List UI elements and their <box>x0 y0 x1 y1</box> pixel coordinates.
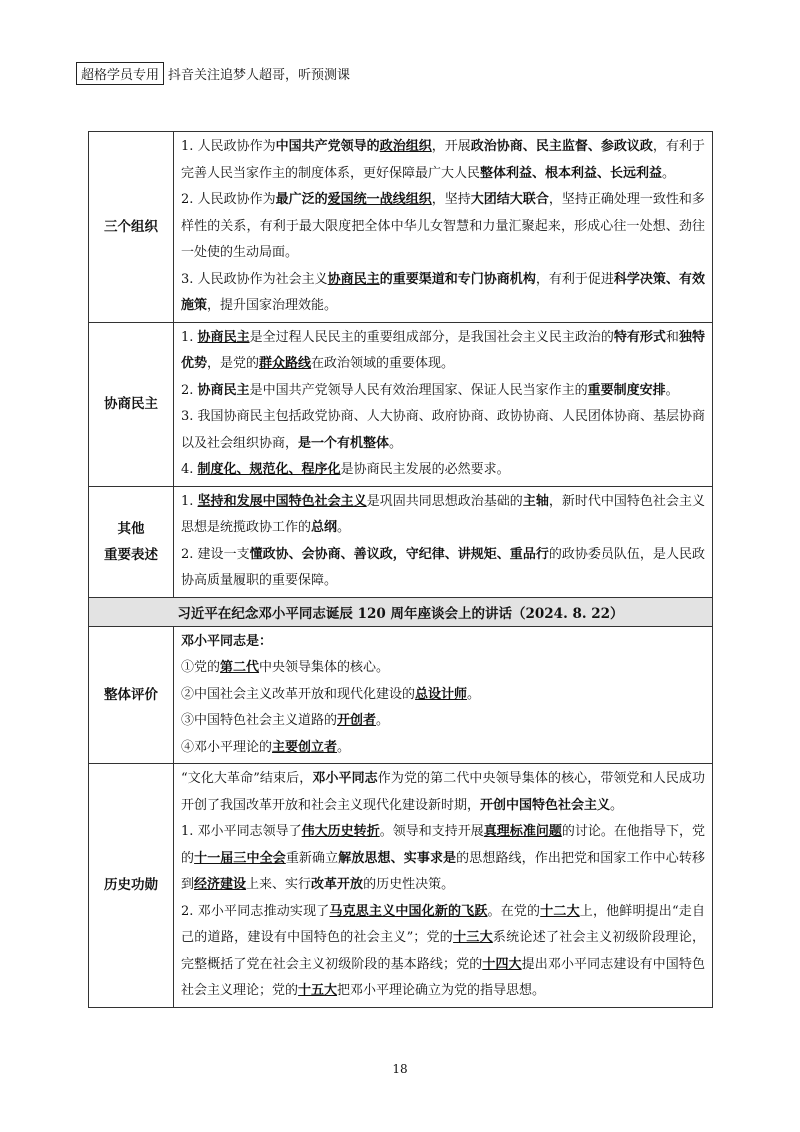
row-label: 其他 重要表述 <box>89 486 174 597</box>
text-segment: 是中国共产党领导人民有效治理国家、保证人民当家作主的 <box>249 382 588 398</box>
emphasis-text: 十一届三中全会 <box>194 850 286 866</box>
paragraph <box>181 899 705 1005</box>
text-segment: 。领导和支持开展 <box>379 824 484 839</box>
text-segment: 中央领导集体的核心。 <box>259 660 390 675</box>
text-segment: ，坚持 <box>431 192 471 207</box>
page-header <box>76 62 350 85</box>
paragraph <box>181 378 705 405</box>
text-segment: 。 <box>610 797 624 813</box>
text-segment: 。在党的 <box>487 903 541 919</box>
row-content <box>174 764 713 1008</box>
text-segment: 上来、实行 <box>246 877 312 892</box>
text-segment: 2. 建设一支 <box>181 546 250 562</box>
emphasis-text: 十四大 <box>482 956 522 972</box>
text-segment: 的政协委员队伍，是人民政协高质量履职的重要保障。 <box>181 546 705 588</box>
row-content <box>174 486 713 597</box>
text-segment: 系统论述了社会主义初级阶段理论，完整概括了党在社会主义初级阶段的基本路线；党的 <box>181 930 705 972</box>
row-content <box>174 322 713 486</box>
emphasis-text: 改革开放 <box>311 877 364 892</box>
emphasis-text: 最广泛的 <box>275 192 328 207</box>
emphasis-text: 制度化、规范化、程序化 <box>197 462 341 477</box>
paragraph <box>181 489 705 542</box>
text-segment: ，开展 <box>431 139 471 154</box>
row-label: 整体评价 <box>89 626 174 764</box>
emphasis-text: 第二代 <box>220 660 260 675</box>
text-segment: 1. 人民政协作为 <box>181 139 276 154</box>
paragraph <box>181 187 705 267</box>
emphasis-text: 邓小平同志 <box>312 771 378 786</box>
text-segment: 把邓小平理论确立为党的指导思想。 <box>337 983 546 998</box>
emphasis-text: 群众路线 <box>259 356 312 371</box>
paragraph <box>181 819 705 899</box>
paragraph <box>181 134 705 187</box>
text-segment: 提出邓小平同志建设有中国特色社会主义理论；党的 <box>181 956 705 998</box>
text-segment: 1. <box>181 329 198 345</box>
text-segment: 1. <box>181 493 198 509</box>
emphasis-text: 是一个有机整体 <box>298 435 390 451</box>
text-segment: 。 <box>662 165 676 181</box>
text-segment: 。 <box>665 382 679 398</box>
text-segment: 3. 人民政协作为社会主义 <box>181 271 328 287</box>
text-segment: 。 <box>337 520 351 535</box>
text-segment: ④邓小平理论的 <box>181 739 273 755</box>
text-segment: 2. 邓小平同志推动实现了 <box>181 903 330 919</box>
table-row <box>89 132 713 323</box>
emphasis-text: 懂政协、会协商、善议政，守纪律、讲规矩、重品行 <box>249 546 549 562</box>
table-row <box>89 764 713 1008</box>
emphasis-text: 总纲 <box>311 520 338 535</box>
paragraph <box>181 457 705 484</box>
emphasis-text: 协商民主 <box>197 382 250 398</box>
emphasis-text: 独特优势 <box>181 329 705 371</box>
emphasis-text: 重要制度安排 <box>587 382 666 398</box>
paragraph <box>181 708 705 735</box>
paragraph <box>181 735 705 762</box>
text-segment: ，有利于促进 <box>535 271 614 287</box>
text-segment: 。 <box>389 435 403 451</box>
paragraph <box>181 542 705 595</box>
text-segment: ，提升国家治理效能。 <box>207 298 338 313</box>
emphasis-text: 协商民主 <box>327 271 380 287</box>
text-segment: 2. <box>181 382 198 398</box>
emphasis-text: 科学决策、有效施策 <box>181 271 705 313</box>
text-segment: 作为党的第二代中央领导集体的核心，带领党和人民成功开创了我国改革开放和社会主义现代化建设新时期， <box>181 771 705 813</box>
text-segment: 上，他鲜明提出“走自己的道路，建设有中国特色的社会主义”；党的 <box>181 903 705 945</box>
emphasis-text: 主轴 <box>522 493 549 509</box>
text-segment: 的讨论。在他指导下，党的 <box>181 824 705 866</box>
emphasis-text: 马克思主义中国化新的飞跃 <box>329 903 488 919</box>
row-label: 历史功勋 <box>89 764 174 1008</box>
text-segment: 和 <box>665 329 679 345</box>
text-segment: 1. 邓小平同志领导了 <box>181 824 302 839</box>
emphasis-text: 邓小平同志是： <box>181 633 273 649</box>
text-segment: 3. 我国协商民主包括政党协商、人大协商、政府协商、政协协商、人民团体协商、基层协商以及社会组织协商， <box>181 409 705 451</box>
header-text: 抖音关注追梦人超哥，听预测课 <box>168 68 351 83</box>
emphasis-text: 特有形式 <box>613 329 666 345</box>
text-segment: ③中国特色社会主义道路的 <box>181 713 338 728</box>
paragraph <box>181 404 705 457</box>
text-segment: ，坚持正确处理一致性和多样性的关系，有利于最大限度把全体中华儿女智慧和力量汇聚起来，形成心往一处想、劲往一处使的生动局面。 <box>181 192 705 260</box>
emphasis-text: 中国共产党领导的 <box>275 139 380 154</box>
text-segment: 的思想路线，作出把党和国家工作中心转移到 <box>181 850 705 892</box>
emphasis-text: 政治组织 <box>379 139 432 154</box>
text-segment: 是全过程人民民主的重要组成部分，是我国社会主义民主政治的 <box>249 329 614 345</box>
section-banner: 习近平在纪念邓小平同志诞辰 120 周年座谈会上的讲话（2024. 8. 22） <box>89 597 713 626</box>
row-content <box>174 132 713 323</box>
emphasis-text: 经济建设 <box>194 877 247 892</box>
text-segment: ，是党的 <box>207 356 260 371</box>
emphasis-text: 爱国统一战线组织 <box>327 192 432 207</box>
emphasis-text: 政治协商、民主监督、参政议政 <box>470 139 653 154</box>
row-label: 协商民主 <box>89 322 174 486</box>
emphasis-text: 十二大 <box>540 903 580 919</box>
paragraph <box>181 766 705 819</box>
text-segment: 重新确立 <box>285 850 339 866</box>
table-row <box>89 322 713 486</box>
emphasis-text: 解放思想、实事求是 <box>338 850 457 866</box>
emphasis-text: 十五大 <box>298 983 338 998</box>
text-segment: ①党的 <box>181 660 221 675</box>
text-segment: 。 <box>467 686 481 702</box>
paragraph <box>181 655 705 682</box>
emphasis-text: 伟大历史转折 <box>301 824 380 839</box>
paragraph <box>181 325 705 378</box>
row-label: 三个组织 <box>89 132 174 323</box>
emphasis-text: 总设计师 <box>415 686 468 702</box>
text-segment: ，有利于完善人民当家作主的制度体系，更好保障最广大人民 <box>181 139 705 181</box>
emphasis-text: 协商民主 <box>197 329 250 345</box>
paragraph <box>181 267 705 320</box>
emphasis-text: 开创者 <box>337 713 377 728</box>
text-segment: 。 <box>337 739 351 755</box>
emphasis-text: 十三大 <box>453 930 493 945</box>
emphasis-text: 的重要渠道和专门协商机构 <box>379 271 536 287</box>
emphasis-text: 坚持和发展中国特色社会主义 <box>197 493 367 509</box>
page-number: 18 <box>392 1062 408 1076</box>
text-segment: 是巩固共同思想政治基础的 <box>366 493 523 509</box>
emphasis-text: 整体利益、根本利益、长远利益 <box>480 165 663 181</box>
section-banner-row <box>89 597 713 626</box>
row-content <box>174 626 713 764</box>
text-segment: 4. <box>181 462 198 477</box>
text-segment: 的历史性决策。 <box>363 877 455 892</box>
text-segment: 。 <box>376 713 390 728</box>
text-segment: “文化大革命”结束后， <box>181 771 313 786</box>
emphasis-text: 主要创立者 <box>272 739 338 755</box>
text-segment: ②中国社会主义改革开放和现代化建设的 <box>181 686 416 702</box>
text-segment: ，新时代中国特色社会主义思想是统揽政协工作的 <box>181 493 705 535</box>
emphasis-text: 真理标准问题 <box>483 824 562 839</box>
paragraph <box>181 682 705 709</box>
text-segment: 在政治领域的重要体现。 <box>311 356 455 371</box>
emphasis-text: 大团结大联合 <box>470 192 549 207</box>
student-only-tag: 超格学员专用 <box>76 62 164 85</box>
emphasis-text: 开创中国特色社会主义 <box>480 797 611 813</box>
table-row <box>89 486 713 597</box>
text-segment: 是协商民主发展的必然要求。 <box>340 462 510 477</box>
paragraph <box>181 629 705 656</box>
notes-table <box>88 131 713 1008</box>
table-row <box>89 626 713 764</box>
text-segment: 2. 人民政协作为 <box>181 192 276 207</box>
